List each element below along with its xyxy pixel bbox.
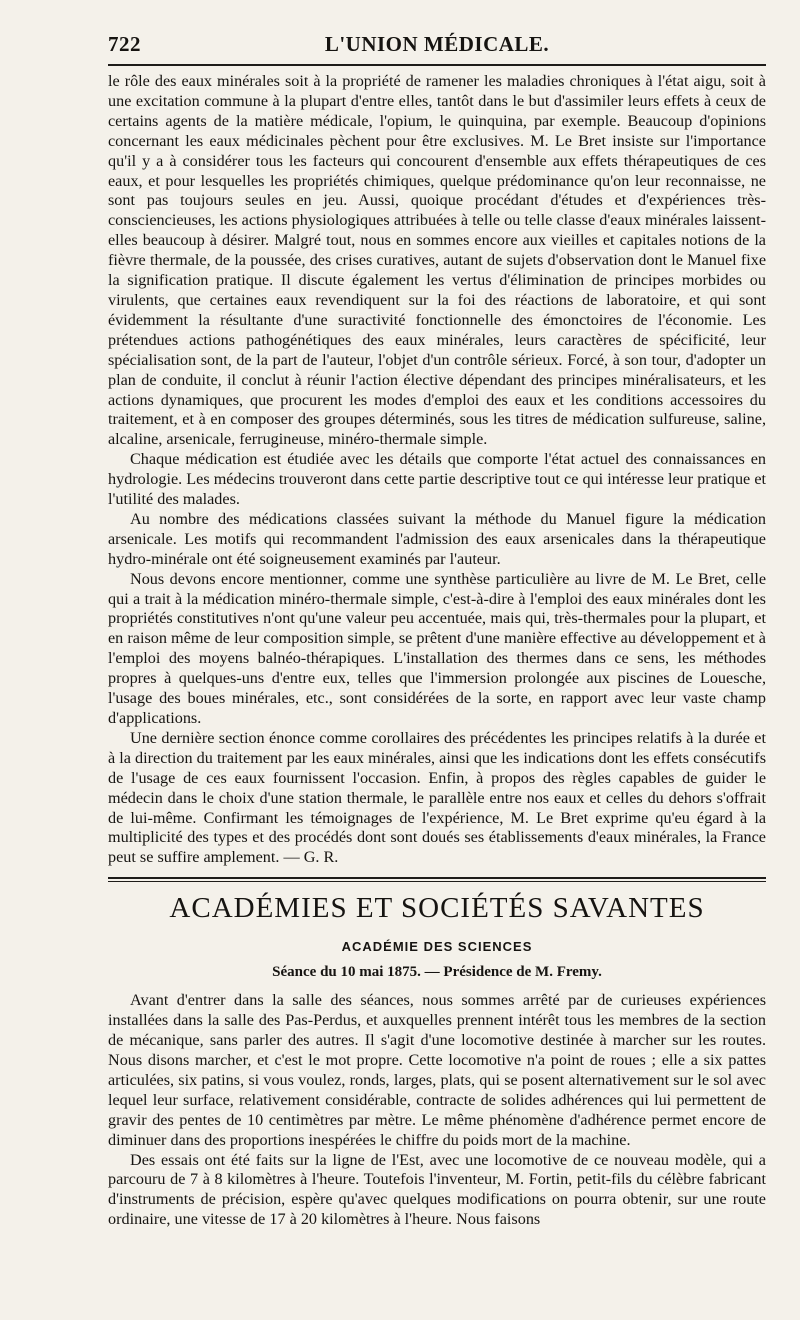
academy-paragraph-1: Avant d'entrer dans la salle des séances, nous sommes arrêté par de curieuses expériences installées dans la salle des Pas-Perdus, et auxquelles prennent intérêt tous les membres de la section de mécanique, sans parler des autres. Il s'agit d'une locomotive destinée à marcher sur les routes. Nous disons marcher, et c'est le mot propre. Cette locomotive n'a point de roues ; elle a six pattes articulées, six patins, si vous voulez, ronds, larges, plats, qui se posent alternativement sur le sol avec lequel leur surface, relativement considérable, contracte de solides adhérences qui lui permettent de gravir des pentes de 10 centimètres par mètre. Le même phénomène d'adhérence permet encore de diminuer dans des proportions inespérées le chiffre du poids mort de la machine. [108,991,766,1149]
review-article [108,72,766,868]
academy-paragraph-2: Des essais ont été faits sur la ligne de l'Est, avec une locomotive de ce nouveau modèle, qui a parcouru de 7 à 8 kilomètres à l'heure. Toutefois l'inventeur, M. Fortin, petit-fils du célèbre fabricant d'instruments de précision, espère qu'avec quelques modifications on pourra obtenir, sur une route ordinaire, une vitesse de 17 à 20 kilomètres à l'heure. Nous faisons [108,1150,766,1229]
session-line: Séance du 10 mai 1875. — Présidence de M. Fremy. [272,964,602,981]
review-paragraph-3: Au nombre des médications classées suivant la méthode du Manuel figure la médication arsenicale. Les motifs qui recommandent l'admission des eaux arsenicales dans la thérapeutique hydro-minérale ont été soigneusement examinés par l'auteur. [108,509,766,568]
journal-page [108,28,766,1308]
review-paragraph-2: Chaque médication est étudiée avec les détails que comporte l'état actuel des connaissances en hydrologie. Les médecins trouveront dans cette partie descriptive tout ce qui intéresse leur pratique et l'utilité des malades. [108,450,766,509]
review-paragraph-1: le rôle des eaux minérales soit à la propriété de ramener les maladies chroniques à l'état aigu, soit à une excitation commune à la plupart d'entre elles, tantôt dans le but d'assimiler leurs effets à ceux de certains agents de la matière médicale, l'opium, le quinquina, par exemple. Beaucoup d'opinions concernant les eaux médicinales pèchent pour être exclusives. M. Le Bret insiste sur l'importance qu'il y a à considérer tous les facteurs qui concourent d'ensemble aux effets thérapeutiques de ces eaux, et pour lesquelles les propriétés chimiques, quelque prédominance qu'on leur reconnaisse, ne sont pas toujours seules en jeu. Aussi, quoique procédant d'études et d'expériences très-consciencieuses, les actions physiologiques attribuées à telle ou telle classe d'eaux minérales laissent-elles beaucoup à désirer. Malgré tout, nous en sommes encore aux vieilles et capitales notions de la fièvre thermale, de la poussée, des crises curatives, autant de sujets d'observation dont le Manuel fixe la signification pratique. Il discute également les vertus d'élimination de principes morbides ou virulents, que certaines eaux revendiquent sur la foi des réactions de laboratoire, et qui sont évidemment la résultante d'une suractivité fonctionnelle des émonctoires de l'économie. Les prétendues actions pathogénétiques des eaux minérales, leurs caractères de spécificité, leur spécialisation sont, de la part de l'auteur, l'objet d'un contrôle sérieux. Forcé, à son tour, d'adopter un plan de conduite, il conclut à réunir l'action élective dépendant des principes minéralisateurs, et les actions dynamiques, que procurent les modes d'emploi des eaux et les conditions accessoires du traitement, et à en composer des groupes déterminés, sous les titres de médication sulfureuse, saline, alcaline, arsenicale, ferrugineuse, minéro-thermale simple. [108,72,766,449]
review-signature: — G. R. [283,848,339,867]
section-rule [108,877,766,879]
review-paragraph-5 [108,729,766,868]
journal-title: L'UNION MÉDICALE. [324,32,550,56]
section-title: ACADÉMIES ET SOCIÉTÉS SAVANTES [169,892,705,925]
review-paragraph-5-text: Une dernière section énonce comme corollaires des précédentes les principes relatifs à la durée et à la direction du traitement par les eaux minérales, ainsi que les indications dont les effets consécutifs de l'usage de ces eaux fournissent l'occasion. Enfin, à propos des règles capables de guider le médecin dans le choix d'une station thermale, le parallèle entre nos eaux et celles du dehors s'offrait de lui-même. Confirmant les témoignages de l'expérience, M. Le Bret exprime qu'eu égard à la multiplicité des types et des procédés dont sont doués ses établissements d'eaux minérales, la France peut se suffire amplement. [108,728,766,867]
running-head [108,28,766,58]
header-rule [108,64,766,66]
section-rule-thin [108,881,766,882]
academies-section [108,892,766,1230]
page-number: 722 [108,32,141,56]
review-paragraph-4: Nous devons encore mentionner, comme une synthèse particulière au livre de M. Le Bret, celle qui a trait à la médication minéro-thermale simple, c'est-à-dire à l'emploi des eaux minérales dont les propriétés constitutives n'ont qu'une valeur peu accentuée, mais qui, très-thermales pour la plupart, et en raison même de leur composition simple, se prêtent d'une manière effective au développement et à l'emploi des moyens balnéo-thérapiques. L'installation des thermes dans ce sens, les méthodes propres à quelques-uns d'entre eux, telles que l'immersion prolongée aux piscines de Louesche, l'usage des boues minérales, etc., sont considérées de la sorte, en rapport avec leur vaste champ d'applications. [108,569,766,727]
subsection-title: ACADÉMIE DES SCIENCES [341,939,533,955]
